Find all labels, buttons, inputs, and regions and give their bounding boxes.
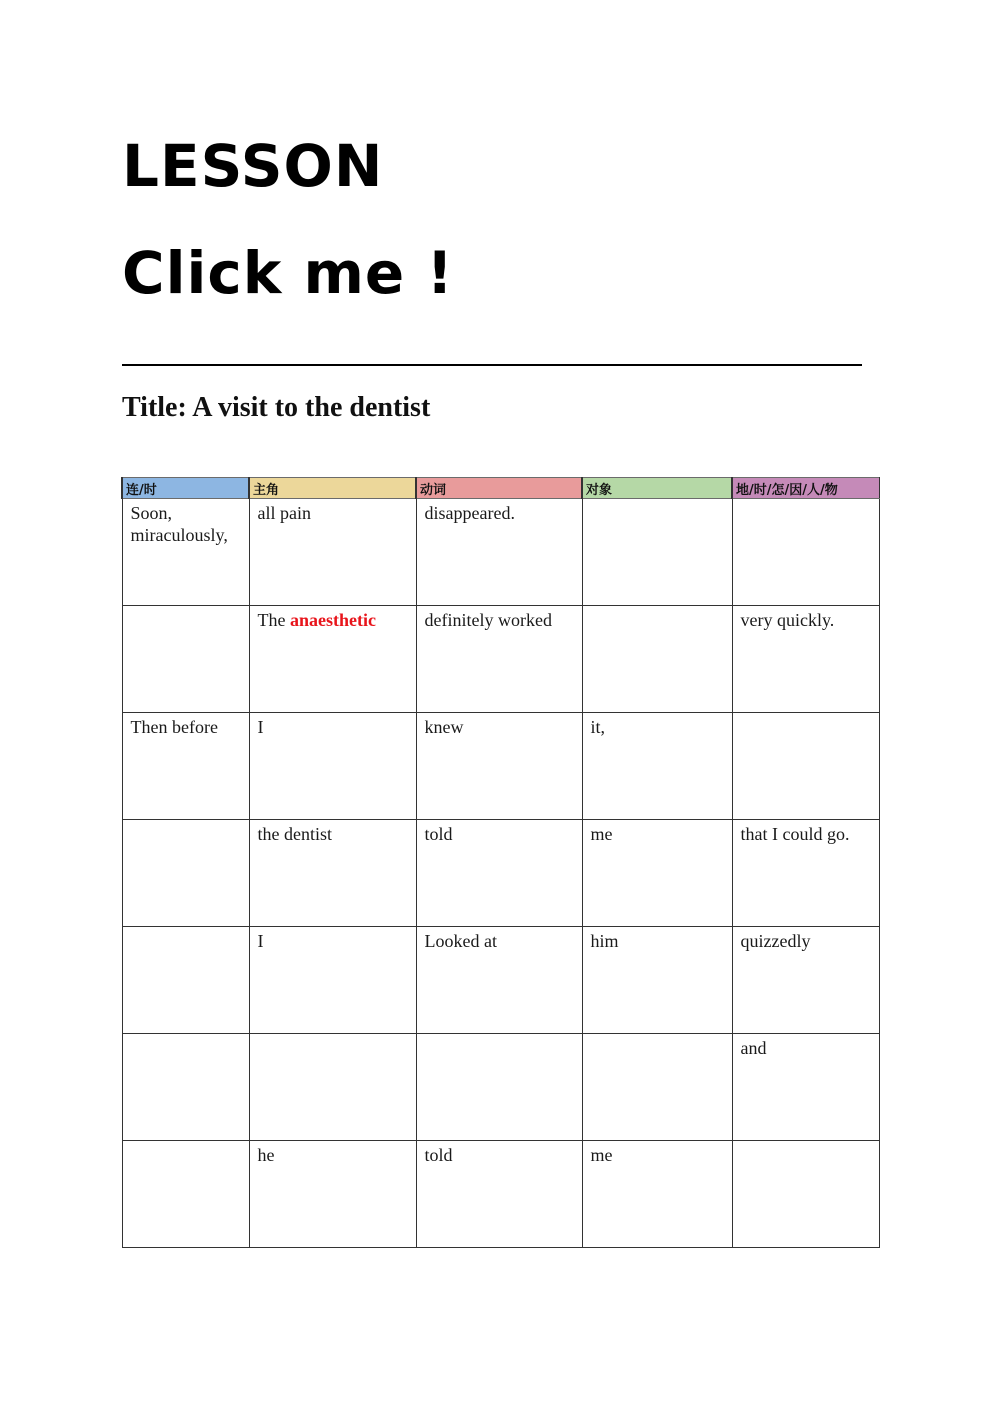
cell-subject <box>249 713 416 820</box>
cell-object: him <box>582 927 732 1034</box>
cell-verb <box>416 1034 582 1141</box>
sentence-structure-table <box>121 477 880 1248</box>
cell-object: me <box>582 1141 732 1248</box>
cell-place-time-manner: that I could go. <box>732 820 879 927</box>
cell-connector-time: Then before <box>122 713 249 820</box>
divider-line <box>122 364 862 366</box>
cell-object: it, <box>582 713 732 820</box>
cell-subject <box>249 1034 416 1141</box>
cell-connector-time <box>122 927 249 1034</box>
table-header-row <box>122 478 879 499</box>
table-row <box>122 927 879 1034</box>
header-connector-time: 连/时 <box>122 478 249 499</box>
subject-text: the dentist <box>257 824 332 844</box>
cell-connector-time <box>122 1034 249 1141</box>
cell-subject <box>249 1141 416 1248</box>
table-body <box>122 499 879 1248</box>
cell-object <box>582 1034 732 1141</box>
click-me-link[interactable]: Click me ! <box>122 239 454 307</box>
table-row <box>122 606 879 713</box>
subject-text: he <box>257 1145 275 1165</box>
cell-object: me <box>582 820 732 927</box>
highlighted-word: anaesthetic <box>289 610 376 630</box>
cell-verb: disappeared. <box>416 499 582 606</box>
header-verb: 动词 <box>416 478 582 499</box>
table-row <box>122 1034 879 1141</box>
table-row <box>122 1141 879 1248</box>
cell-place-time-manner: very quickly. <box>732 606 879 713</box>
subject-text: I <box>257 931 264 951</box>
cell-verb: definitely worked <box>416 606 582 713</box>
subject-text: The <box>257 610 286 630</box>
table-row <box>122 820 879 927</box>
subject-text: I <box>257 717 264 737</box>
cell-object <box>582 499 732 606</box>
cell-verb: knew <box>416 713 582 820</box>
header-subject: 主角 <box>249 478 416 499</box>
cell-subject <box>249 820 416 927</box>
cell-connector-time <box>122 606 249 713</box>
cell-place-time-manner <box>732 713 879 820</box>
cell-subject <box>249 927 416 1034</box>
lesson-heading: LESSON <box>122 132 384 200</box>
cell-place-time-manner: quizzedly <box>732 927 879 1034</box>
cell-subject <box>249 499 416 606</box>
cell-verb: told <box>416 820 582 927</box>
document-title <box>122 390 430 426</box>
header-object: 对象 <box>582 478 732 499</box>
subject-text: all pain <box>257 503 311 523</box>
cell-connector-time: Soon, miraculously, <box>122 499 249 606</box>
cell-connector-time <box>122 1141 249 1248</box>
cell-subject <box>249 606 416 713</box>
table-row <box>122 499 879 606</box>
cell-place-time-manner <box>732 1141 879 1248</box>
cell-connector-time <box>122 820 249 927</box>
header-place-time-manner: 地/时/怎/因/人/物 <box>732 478 879 499</box>
title-value: A visit to the dentist <box>192 392 431 423</box>
table-row <box>122 713 879 820</box>
cell-verb: Looked at <box>416 927 582 1034</box>
cell-verb: told <box>416 1141 582 1248</box>
cell-object <box>582 606 732 713</box>
cell-place-time-manner <box>732 499 879 606</box>
cell-place-time-manner: and <box>732 1034 879 1141</box>
title-label: Title: <box>122 392 187 423</box>
